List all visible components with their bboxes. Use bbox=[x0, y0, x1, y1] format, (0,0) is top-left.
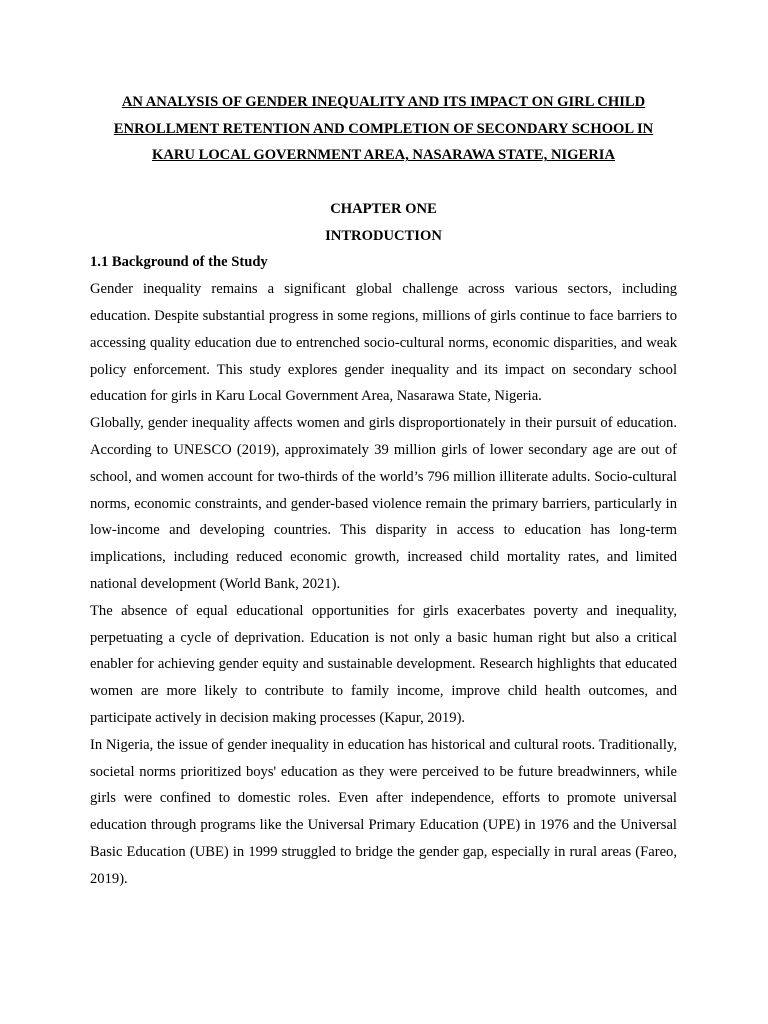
body-paragraph: Globally, gender inequality affects women and girls disproportionately in their pursuit of education. According to UNESCO (2019), approximately 39 million girls of lower secondary age are out of school, and women account for two-thirds of the world’s 796 million illiterate adults. Socio-cultural norms, economic constraints, and gender-based violence remain the primary barriers, particularly in low-income and developing countries. This disparity in access to education has long-term implications, including reduced economic growth, increased child mortality rates, and limited national development (World Bank, 2021). bbox=[90, 415, 677, 592]
body-paragraph: In Nigeria, the issue of gender inequality in education has historical and cultural roots. Traditionally, societal norms prioritized boys' education as they were perceived to be future breadwinners, while girls were confined to domestic roles. Even after independence, efforts to promote universal education through programs like the Universal Primary Education (UPE) in 1976 and the Universal Basic Education (UBE) in 1999 struggled to bridge the gender gap, especially in rural areas (Fareo, 2019). bbox=[90, 736, 677, 887]
section-heading: 1.1 Background of the Study bbox=[90, 254, 268, 271]
body-paragraph: Gender inequality remains a significant global challenge across various sectors, including education. Despite substantial progress in some regions, millions of girls continue to face barriers to accessing quality education due to entrenched socio-cultural norms, economic disparities, and weak policy enforcement. This study explores gender inequality and its impact on secondary school education for girls in Karu Local Government Area, Nasarawa State, Nigeria. bbox=[90, 281, 677, 405]
title-line: ENROLLMENT RETENTION AND COMPLETION OF SECONDARY SCHOOL IN bbox=[113, 120, 654, 137]
document-title bbox=[90, 89, 677, 169]
title-line: KARU LOCAL GOVERNMENT AREA, NASARAWA STATE, NIGERIA bbox=[151, 147, 616, 164]
chapter-title: INTRODUCTION bbox=[325, 227, 442, 244]
chapter-heading-block bbox=[90, 196, 677, 250]
body-paragraph: The absence of equal educational opportunities for girls exacerbates poverty and inequality, perpetuating a cycle of deprivation. Education is not only a basic human right but also a critical enabler for achieving gender equity and sustainable development. Research highlights that educated women are more likely to contribute to family income, improve child health outcomes, and participate actively in decision making processes (Kapur, 2019). bbox=[90, 602, 677, 726]
title-line: AN ANALYSIS OF GENDER INEQUALITY AND ITS IMPACT ON GIRL CHILD bbox=[121, 94, 646, 110]
chapter-label: CHAPTER ONE bbox=[330, 200, 437, 217]
